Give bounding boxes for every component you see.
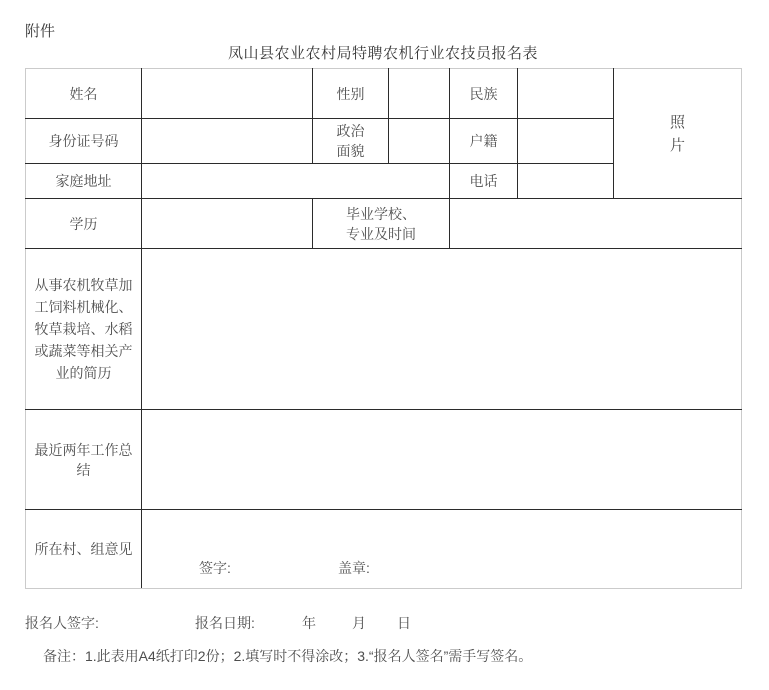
remarks-note: 备注：1.此表用A4纸打印2份；2.填写时不得涂改；3.“报名人签名”需手写签名。 <box>43 648 533 664</box>
signature-label: 签字: <box>199 560 231 576</box>
photo-label-line1: 照 <box>669 113 685 131</box>
month-label: 月 <box>352 615 366 631</box>
political-status-line1: 政治 <box>336 123 365 139</box>
table-row <box>26 510 742 589</box>
application-date-label: 报名日期: <box>195 615 255 631</box>
political-status-value-cell <box>389 119 450 164</box>
form-title: 凤山县农业农村局特聘农机行业农技员报名表 <box>227 45 538 62</box>
phone-label: 电话 <box>450 164 518 199</box>
work-summary-value-cell <box>142 410 742 510</box>
graduation-school-label <box>313 199 450 249</box>
education-label: 学历 <box>26 199 142 249</box>
seal-label: 盖章: <box>338 560 370 576</box>
day-label: 日 <box>397 615 411 631</box>
id-number-value-cell <box>142 119 313 164</box>
photo-cell <box>614 69 742 199</box>
industry-resume-value-cell <box>142 249 742 410</box>
name-label: 姓名 <box>26 69 142 119</box>
ethnicity-value-cell <box>518 69 614 119</box>
photo-label-line2: 片 <box>669 136 685 154</box>
address-label: 家庭地址 <box>26 164 142 199</box>
village-opinion-label: 所在村、组意见 <box>26 510 142 589</box>
table-row <box>26 69 742 119</box>
registry-value-cell <box>518 119 614 164</box>
table-row <box>26 199 742 249</box>
table-row <box>26 410 742 510</box>
graduation-school-line1: 毕业学校、 <box>346 205 416 222</box>
id-number-label: 身份证号码 <box>26 119 142 164</box>
applicant-signature-label: 报名人签字: <box>25 615 99 631</box>
address-value-cell <box>142 164 450 199</box>
industry-resume-label: 从事农机牧草加工饲料机械化、牧草栽培、水稻或蔬菜等相关产业的简历 <box>26 249 142 410</box>
registry-label: 户籍 <box>450 119 518 164</box>
political-status-label <box>313 119 389 164</box>
attachment-label: 附件 <box>25 23 56 40</box>
graduation-school-line2: 专业及时间 <box>346 225 416 242</box>
political-status-line2: 面貌 <box>336 143 365 159</box>
gender-label: 性别 <box>313 69 389 119</box>
registration-table <box>25 68 742 589</box>
name-value-cell <box>142 69 313 119</box>
graduation-school-value-cell <box>450 199 742 249</box>
table-row <box>26 249 742 410</box>
work-summary-label: 最近两年工作总结 <box>26 410 142 510</box>
signature-date-line <box>0 613 769 631</box>
year-label: 年 <box>302 615 316 631</box>
village-opinion-value-cell <box>142 510 742 589</box>
education-value-cell <box>142 199 313 249</box>
ethnicity-label: 民族 <box>450 69 518 119</box>
phone-value-cell <box>518 164 614 199</box>
gender-value-cell <box>389 69 450 119</box>
